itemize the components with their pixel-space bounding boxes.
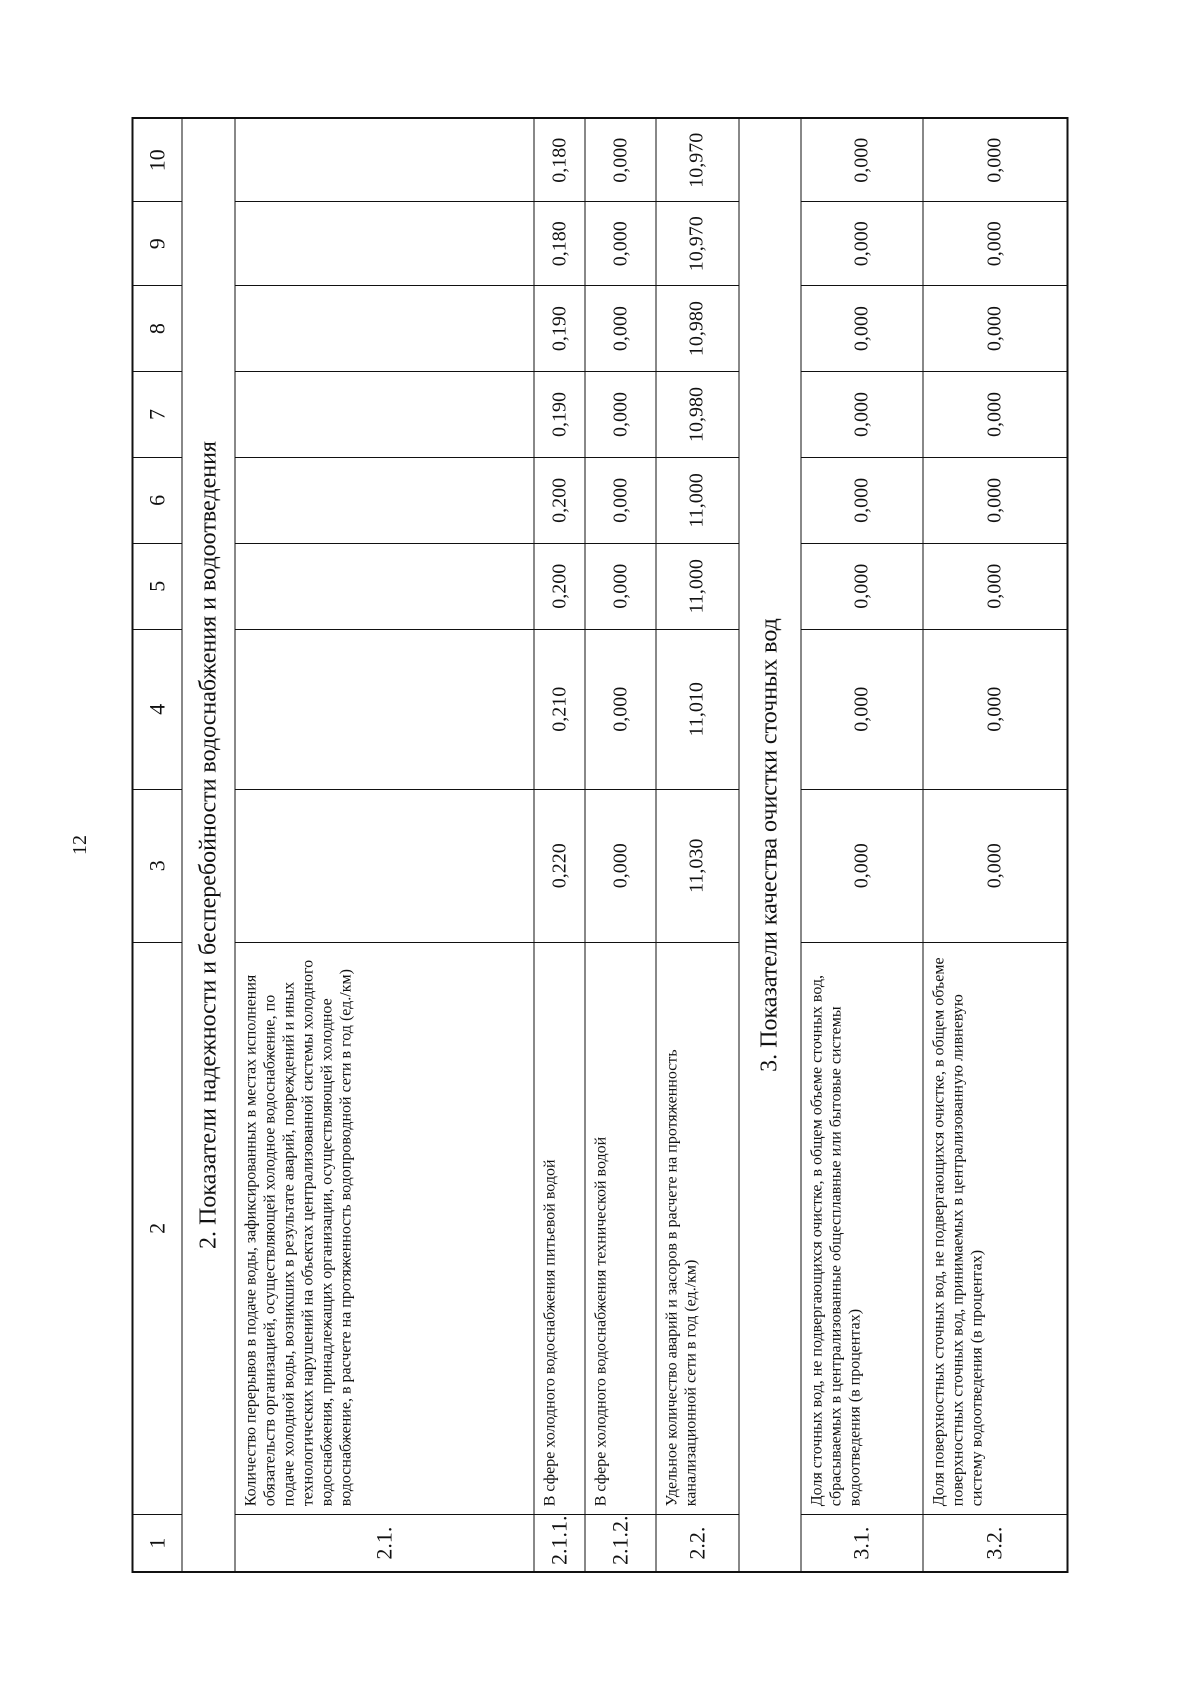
table-row	[235, 118, 534, 1572]
indicator-table-frame	[132, 117, 1069, 1573]
value-cell	[235, 457, 534, 543]
value-cell: 0,000	[801, 118, 923, 202]
value-cell: 0,000	[801, 789, 923, 942]
row-description: В сфере холодного водоснабжения питьевой водой	[534, 942, 585, 1515]
section-title: 2. Показатели надежности и бесперебойности водоснабжения и водоотведения	[182, 118, 235, 1572]
value-cell: 0,000	[585, 286, 656, 372]
value-cell: 0,000	[585, 118, 656, 202]
value-cell: 0,000	[585, 543, 656, 629]
value-cell: 10,980	[656, 372, 739, 458]
value-cell: 0,200	[534, 457, 585, 543]
value-cell: 11,000	[656, 543, 739, 629]
value-cell: 10,980	[656, 286, 739, 372]
value-cell: 0,000	[585, 457, 656, 543]
value-cell: 0,180	[534, 202, 585, 286]
value-cell: 0,000	[801, 629, 923, 789]
row-code: 2.1.2.	[585, 1515, 656, 1572]
column-header: 2	[133, 942, 183, 1515]
row-description: Доля поверхностных сточных вод, не подвергающихся очистке, в общем объеме поверхностных сточных вод, принимаемых в централизованную ливневую систему водоотведения (в процентах)	[923, 942, 1068, 1515]
section-row	[182, 118, 235, 1572]
row-description: Удельное количество аварий и засоров в расчете на протяженность канализационной сети в год (ед./км)	[656, 942, 739, 1515]
table-row	[801, 118, 923, 1572]
value-cell: 0,000	[585, 372, 656, 458]
value-cell	[235, 789, 534, 942]
table-row	[585, 118, 656, 1572]
value-cell: 0,180	[534, 118, 585, 202]
value-cell: 0,200	[534, 543, 585, 629]
row-description: В сфере холодного водоснабжения технической водой	[585, 942, 656, 1515]
column-header: 8	[133, 286, 183, 372]
value-cell: 0,000	[923, 543, 1068, 629]
value-cell: 0,000	[923, 457, 1068, 543]
table-row	[656, 118, 739, 1572]
value-cell: 0,000	[923, 202, 1068, 286]
row-code: 2.1.	[235, 1515, 534, 1572]
column-header: 1	[133, 1515, 183, 1572]
row-description: Доля сточных вод, не подвергающихся очистке, в общем объеме сточных вод, сбрасываемых в централизованные общесплавные или бытовые системы водоотведения (в процентах)	[801, 942, 923, 1515]
section-row	[739, 118, 801, 1572]
value-cell: 0,000	[923, 789, 1068, 942]
value-cell: 0,000	[585, 629, 656, 789]
value-cell	[235, 543, 534, 629]
header-row	[133, 118, 183, 1572]
column-header: 7	[133, 372, 183, 458]
value-cell: 11,010	[656, 629, 739, 789]
value-cell: 0,000	[801, 286, 923, 372]
value-cell: 0,000	[801, 543, 923, 629]
section-title: 3. Показатели качества очистки сточных вод	[739, 118, 801, 1572]
value-cell	[235, 118, 534, 202]
row-code: 3.1.	[801, 1515, 923, 1572]
table-row	[534, 118, 585, 1572]
value-cell: 0,000	[923, 372, 1068, 458]
value-cell: 11,030	[656, 789, 739, 942]
value-cell: 0,000	[585, 202, 656, 286]
value-cell: 0,000	[923, 629, 1068, 789]
value-cell: 0,210	[534, 629, 585, 789]
row-description: Количество перерывов в подаче воды, зафиксированных в местах исполнения обязательств организацией, осуществляющей холодное водоснабжение, по подаче холодной воды, возникших в результате аварий, повреждений и иных технологических нарушений на объектах централизованной системы холодного водоснабжения, принадлежащих организации, осуществляющей холодное водоснабжение, в расчете на протяженность водопроводной сети в год (ед./км)	[235, 942, 534, 1515]
value-cell: 0,190	[534, 286, 585, 372]
value-cell: 10,970	[656, 118, 739, 202]
value-cell: 0,000	[801, 372, 923, 458]
value-cell: 0,000	[801, 457, 923, 543]
column-header: 6	[133, 457, 183, 543]
value-cell	[235, 202, 534, 286]
column-header: 3	[133, 789, 183, 942]
value-cell: 10,970	[656, 202, 739, 286]
page-number: 12	[69, 835, 91, 855]
column-header: 5	[133, 543, 183, 629]
value-cell	[235, 372, 534, 458]
row-code: 2.2.	[656, 1515, 739, 1572]
column-header: 10	[133, 118, 183, 202]
column-header: 9	[133, 202, 183, 286]
value-cell: 0,000	[585, 789, 656, 942]
row-code: 3.2.	[923, 1515, 1068, 1572]
value-cell: 11,000	[656, 457, 739, 543]
value-cell	[235, 629, 534, 789]
value-cell: 0,220	[534, 789, 585, 942]
indicator-table	[132, 117, 1069, 1573]
row-code: 2.1.1.	[534, 1515, 585, 1572]
value-cell: 0,190	[534, 372, 585, 458]
value-cell: 0,000	[923, 118, 1068, 202]
value-cell: 0,000	[923, 286, 1068, 372]
value-cell: 0,000	[801, 202, 923, 286]
value-cell	[235, 286, 534, 372]
table-row	[923, 118, 1068, 1572]
column-header: 4	[133, 629, 183, 789]
